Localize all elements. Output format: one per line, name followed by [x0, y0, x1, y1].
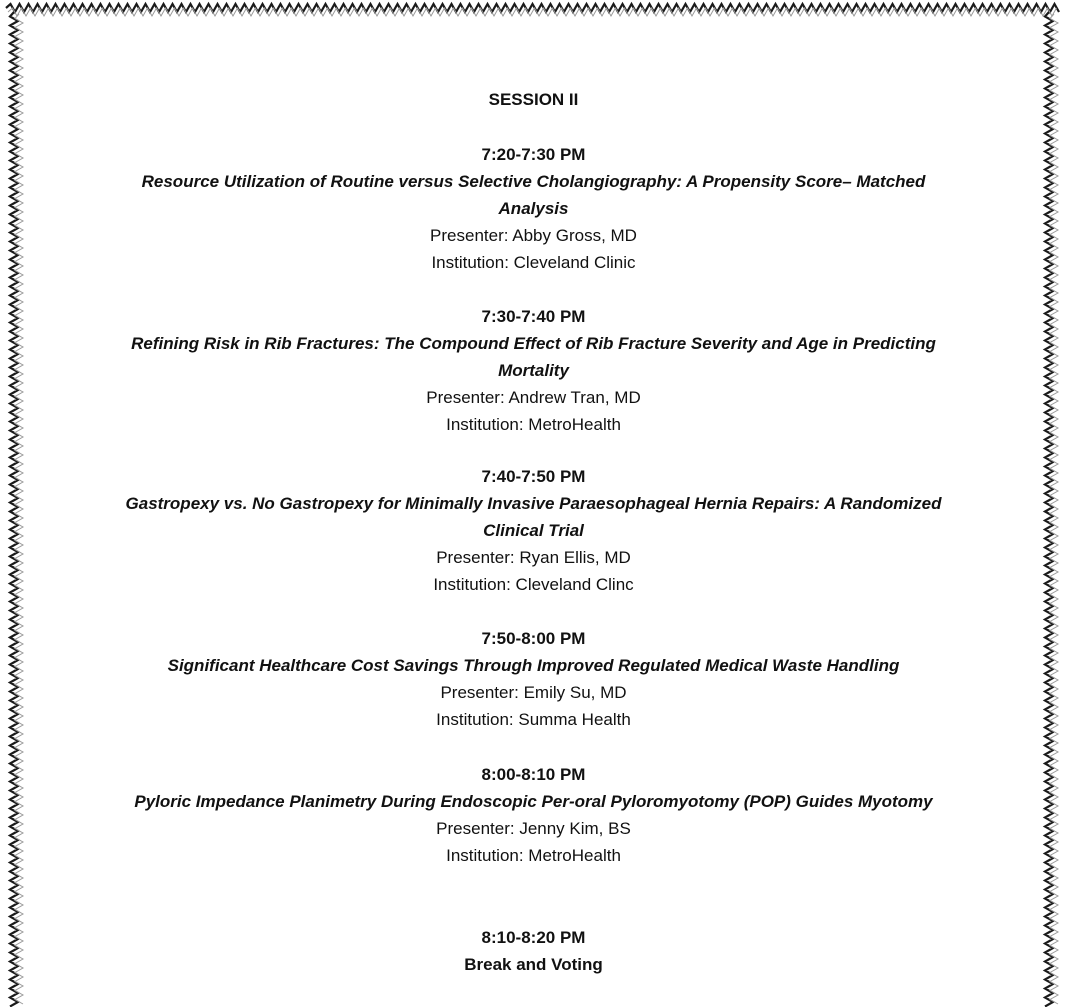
- talk-time: 8:00-8:10 PM: [481, 765, 586, 784]
- talk-item: [60, 141, 1007, 276]
- talk-institution: Institution: Cleveland Clinc: [433, 575, 634, 594]
- talk-item: [60, 625, 1007, 733]
- talk-time: 7:20-7:30 PM: [481, 145, 586, 164]
- talk-time: 7:30-7:40 PM: [481, 307, 586, 326]
- talk-item: [60, 761, 1007, 869]
- break-time: 8:10-8:20 PM: [481, 928, 586, 947]
- talk-item: [60, 463, 1007, 598]
- session-title: SESSION II: [488, 90, 579, 109]
- talk-title: Resource Utilization of Routine versus Selective Cholangiography: A Propensity Score– Matched Analysis: [141, 172, 926, 218]
- talk-presenter: Presenter: Andrew Tran, MD: [426, 388, 641, 407]
- talk-institution: Institution: Summa Health: [436, 710, 631, 729]
- talk-title: Significant Healthcare Cost Savings Through Improved Regulated Medical Waste Handling: [167, 656, 900, 675]
- talk-presenter: Presenter: Abby Gross, MD: [430, 226, 637, 245]
- talk-presenter: Presenter: Ryan Ellis, MD: [436, 548, 631, 567]
- talk-presenter: Presenter: Emily Su, MD: [440, 683, 627, 702]
- document-page: [60, 0, 1007, 1007]
- talk-title: Gastropexy vs. No Gastropexy for Minimally Invasive Paraesophageal Hernia Repairs: A Randomized Clinical Trial: [125, 494, 942, 540]
- talk-title: Pyloric Impedance Planimetry During Endoscopic Per-oral Pyloromyotomy (POP) Guides Myotomy: [134, 792, 933, 811]
- talk-time: 7:40-7:50 PM: [481, 467, 586, 486]
- talk-institution: Institution: MetroHealth: [446, 846, 621, 865]
- talk-item: [60, 303, 1007, 438]
- talk-title: Refining Risk in Rib Fractures: The Compound Effect of Rib Fracture Severity and Age in Predicting Mortality: [131, 334, 936, 380]
- break-item: [60, 924, 1007, 978]
- talk-institution: Institution: MetroHealth: [446, 415, 621, 434]
- talk-presenter: Presenter: Jenny Kim, BS: [436, 819, 631, 838]
- talk-time: 7:50-8:00 PM: [481, 629, 586, 648]
- break-label: Break and Voting: [464, 955, 603, 974]
- talk-institution: Institution: Cleveland Clinic: [431, 253, 636, 272]
